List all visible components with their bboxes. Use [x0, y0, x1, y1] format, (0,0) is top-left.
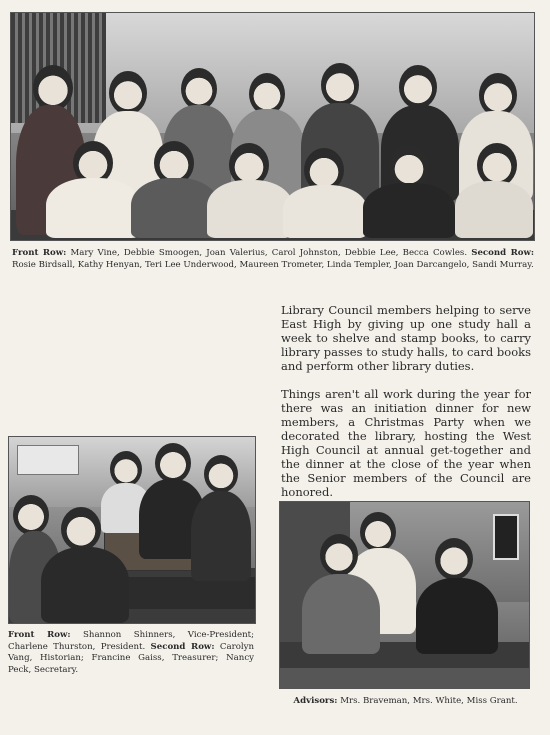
advisors-photo: [279, 501, 530, 689]
second-row-label: Second Row:: [471, 248, 535, 258]
front-row-label: Front Row:: [12, 248, 67, 258]
article-text: [281, 303, 531, 513]
group-photo: [10, 12, 535, 241]
front-row-names: Mary Vine, Debbie Smoogen, Joan Valerius, Carol Johnston, Debbie Lee, Becca Cowles.: [70, 248, 468, 258]
advisors-photo-caption: [281, 696, 530, 708]
advisors-names: Mrs. Braveman, Mrs. White, Miss Grant.: [340, 696, 518, 706]
officers-front-row-names: Shannon Shinners, Vice-President; Charlene Thurston, President.: [8, 630, 254, 652]
advisors-label: Advisors:: [293, 696, 338, 706]
officers-second-row-label: Second Row:: [150, 641, 215, 652]
officers-photo-caption: [8, 630, 254, 676]
group-photo-caption: [12, 248, 534, 271]
paragraph-2: Things aren't all work during the year for there was an initiation dinner for new members, a Christmas Party when we decorated the library, hosting the West High Council at annual get-together and the dinner at the close of the year when the Senior members of the Council are honored.: [281, 387, 531, 499]
officers-second-row-names: Carolyn Vang, Historian; Francine Gaiss, Treasurer; Nancy Peck, Secretary.: [8, 641, 255, 675]
paragraph-1: Library Council members helping to serve East High by giving up one study hall a week to shelve and stamp books, to carry library passes to study halls, to card books and perform other library duties.: [281, 303, 531, 373]
officers-photo: [8, 436, 256, 624]
second-row-names: Rosie Birdsall, Kathy Henyan, Teri Lee Underwood, Maureen Trometer, Linda Templer, Joan Darcangelo, Sandi Murray.: [12, 259, 534, 270]
officers-front-row-label: Front Row:: [8, 630, 71, 640]
